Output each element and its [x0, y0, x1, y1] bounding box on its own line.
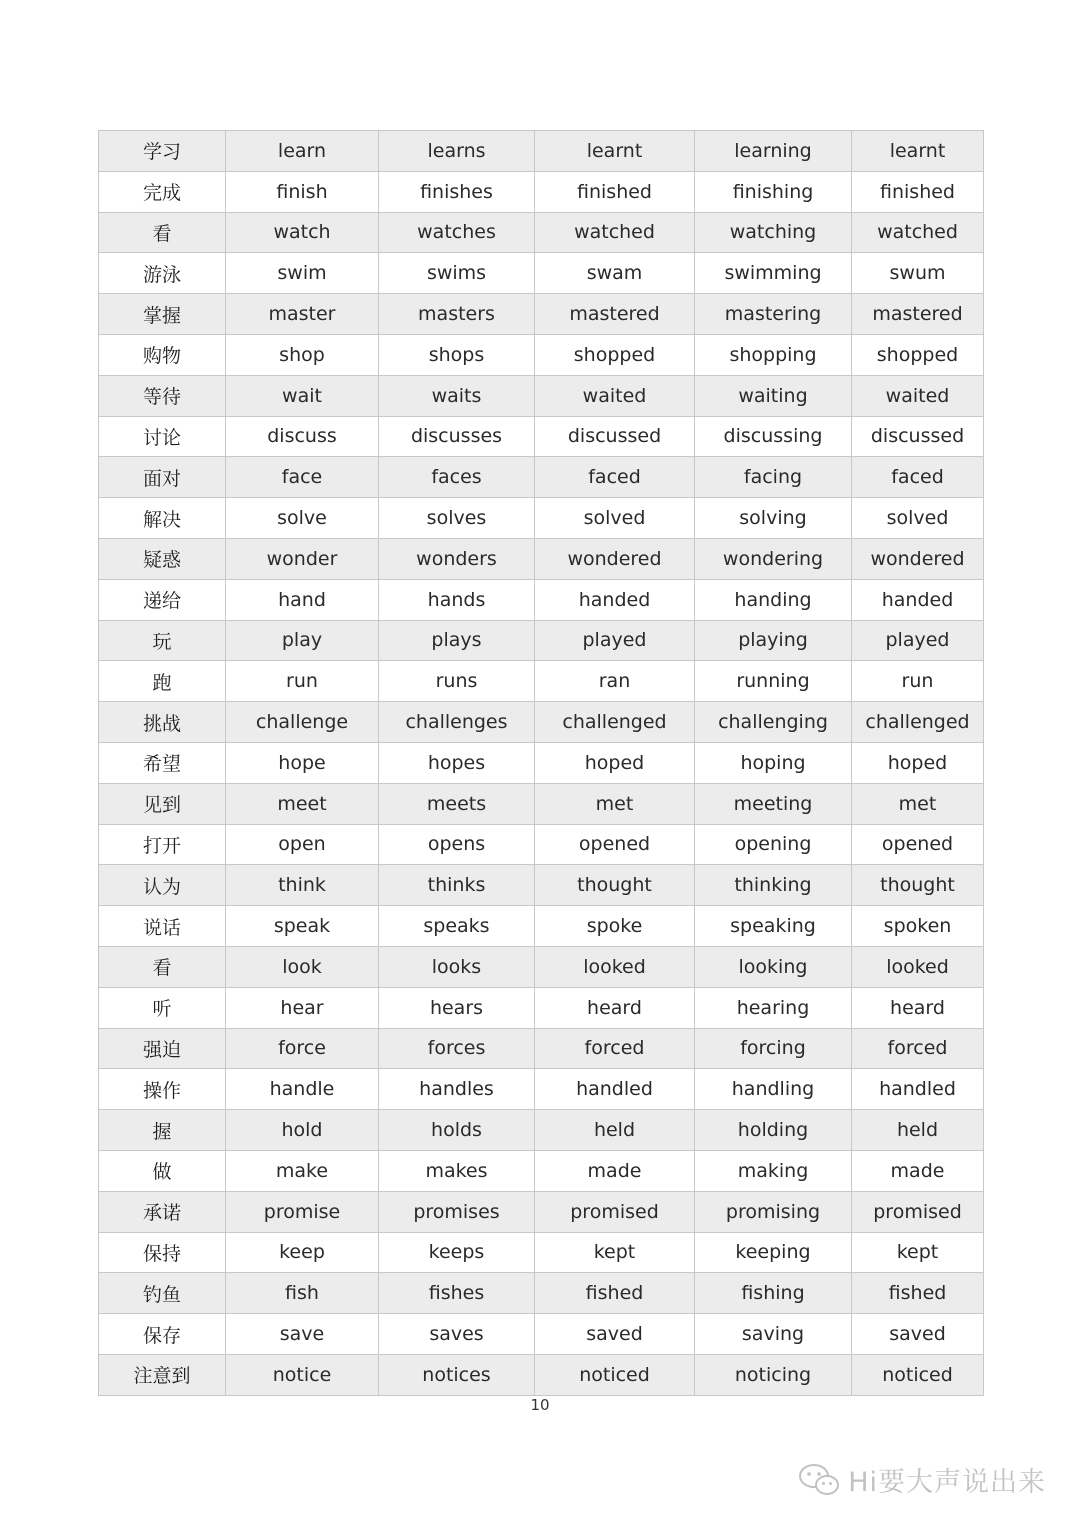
cell-base-form: run — [226, 661, 379, 702]
cell-past-tense: thought — [535, 865, 695, 906]
cell-past-tense: discussed — [535, 416, 695, 457]
cell-base-form: face — [226, 457, 379, 498]
watermark-text: Hi要大声说出来 — [848, 1467, 1046, 1498]
table-row — [99, 742, 984, 783]
cell-present-participle: facing — [695, 457, 852, 498]
cell-past-participle: made — [852, 1150, 984, 1191]
cell-third-person: forces — [379, 1028, 535, 1069]
cell-past-tense: played — [535, 620, 695, 661]
table-row — [99, 865, 984, 906]
cell-past-tense: forced — [535, 1028, 695, 1069]
cell-base-form: keep — [226, 1232, 379, 1273]
cell-third-person: makes — [379, 1150, 535, 1191]
cell-past-participle: hoped — [852, 742, 984, 783]
cell-base-form: challenge — [226, 702, 379, 743]
cell-chinese-meaning: 等待 — [99, 375, 226, 416]
cell-chinese-meaning: 玩 — [99, 620, 226, 661]
cell-chinese-meaning: 挑战 — [99, 702, 226, 743]
cell-chinese-meaning: 跑 — [99, 661, 226, 702]
cell-past-participle: challenged — [852, 702, 984, 743]
cell-past-tense: spoke — [535, 906, 695, 947]
table-row — [99, 334, 984, 375]
cell-past-tense: challenged — [535, 702, 695, 743]
cell-past-participle: swum — [852, 253, 984, 294]
cell-base-form: meet — [226, 783, 379, 824]
table-row — [99, 131, 984, 172]
cell-third-person: fishes — [379, 1273, 535, 1314]
cell-third-person: saves — [379, 1314, 535, 1355]
cell-base-form: hope — [226, 742, 379, 783]
cell-past-participle: wondered — [852, 538, 984, 579]
cell-past-tense: noticed — [535, 1354, 695, 1395]
table-row — [99, 783, 984, 824]
cell-base-form: watch — [226, 212, 379, 253]
cell-third-person: hands — [379, 579, 535, 620]
cell-base-form: force — [226, 1028, 379, 1069]
wechat-icon — [798, 1463, 840, 1497]
cell-past-tense: ran — [535, 661, 695, 702]
table-row — [99, 498, 984, 539]
cell-base-form: speak — [226, 906, 379, 947]
cell-past-participle: faced — [852, 457, 984, 498]
cell-present-participle: keeping — [695, 1232, 852, 1273]
cell-base-form: swim — [226, 253, 379, 294]
cell-past-participle: forced — [852, 1028, 984, 1069]
cell-chinese-meaning: 看 — [99, 212, 226, 253]
cell-present-participle: hearing — [695, 987, 852, 1028]
cell-past-tense: made — [535, 1150, 695, 1191]
cell-present-participle: hoping — [695, 742, 852, 783]
table-row — [99, 824, 984, 865]
cell-chinese-meaning: 希望 — [99, 742, 226, 783]
page-number: 10 — [530, 1396, 550, 1414]
cell-base-form: save — [226, 1314, 379, 1355]
cell-third-person: plays — [379, 620, 535, 661]
cell-chinese-meaning: 保存 — [99, 1314, 226, 1355]
cell-third-person: swims — [379, 253, 535, 294]
cell-past-participle: handled — [852, 1069, 984, 1110]
cell-present-participle: finishing — [695, 171, 852, 212]
cell-present-participle: discussing — [695, 416, 852, 457]
cell-past-tense: hoped — [535, 742, 695, 783]
cell-present-participle: thinking — [695, 865, 852, 906]
cell-past-tense: wondered — [535, 538, 695, 579]
cell-third-person: runs — [379, 661, 535, 702]
cell-chinese-meaning: 完成 — [99, 171, 226, 212]
cell-past-tense: handled — [535, 1069, 695, 1110]
cell-third-person: masters — [379, 294, 535, 335]
cell-base-form: shop — [226, 334, 379, 375]
cell-past-tense: swam — [535, 253, 695, 294]
cell-past-tense: kept — [535, 1232, 695, 1273]
cell-third-person: speaks — [379, 906, 535, 947]
cell-past-participle: spoken — [852, 906, 984, 947]
table-row — [99, 457, 984, 498]
cell-past-participle: heard — [852, 987, 984, 1028]
cell-third-person: learns — [379, 131, 535, 172]
cell-present-participle: speaking — [695, 906, 852, 947]
cell-past-tense: watched — [535, 212, 695, 253]
cell-past-participle: played — [852, 620, 984, 661]
cell-base-form: notice — [226, 1354, 379, 1395]
table-row — [99, 1232, 984, 1273]
cell-base-form: promise — [226, 1191, 379, 1232]
cell-chinese-meaning: 见到 — [99, 783, 226, 824]
cell-past-tense: met — [535, 783, 695, 824]
cell-present-participle: watching — [695, 212, 852, 253]
table-row — [99, 1273, 984, 1314]
cell-present-participle: shopping — [695, 334, 852, 375]
cell-base-form: solve — [226, 498, 379, 539]
cell-base-form: wait — [226, 375, 379, 416]
table-row — [99, 375, 984, 416]
table-row — [99, 1069, 984, 1110]
cell-past-tense: learnt — [535, 131, 695, 172]
cell-past-tense: mastered — [535, 294, 695, 335]
cell-third-person: meets — [379, 783, 535, 824]
cell-third-person: discusses — [379, 416, 535, 457]
cell-chinese-meaning: 认为 — [99, 865, 226, 906]
cell-past-participle: kept — [852, 1232, 984, 1273]
cell-past-tense: solved — [535, 498, 695, 539]
cell-base-form: open — [226, 824, 379, 865]
cell-chinese-meaning: 递给 — [99, 579, 226, 620]
cell-third-person: waits — [379, 375, 535, 416]
cell-chinese-meaning: 游泳 — [99, 253, 226, 294]
cell-past-tense: shopped — [535, 334, 695, 375]
cell-chinese-meaning: 承诺 — [99, 1191, 226, 1232]
cell-present-participle: wondering — [695, 538, 852, 579]
cell-base-form: play — [226, 620, 379, 661]
table-row — [99, 1150, 984, 1191]
cell-past-participle: learnt — [852, 131, 984, 172]
table-row — [99, 1314, 984, 1355]
cell-chinese-meaning: 强迫 — [99, 1028, 226, 1069]
table-row — [99, 212, 984, 253]
cell-present-participle: playing — [695, 620, 852, 661]
table-row — [99, 661, 984, 702]
cell-chinese-meaning: 握 — [99, 1110, 226, 1151]
cell-chinese-meaning: 看 — [99, 946, 226, 987]
watermark — [798, 1460, 1046, 1499]
cell-present-participle: promising — [695, 1191, 852, 1232]
cell-third-person: notices — [379, 1354, 535, 1395]
cell-base-form: hear — [226, 987, 379, 1028]
cell-third-person: challenges — [379, 702, 535, 743]
cell-past-tense: fished — [535, 1273, 695, 1314]
cell-past-tense: saved — [535, 1314, 695, 1355]
cell-base-form: wonder — [226, 538, 379, 579]
table-row — [99, 906, 984, 947]
cell-past-tense: handed — [535, 579, 695, 620]
cell-past-participle: handed — [852, 579, 984, 620]
cell-past-participle: thought — [852, 865, 984, 906]
cell-past-participle: run — [852, 661, 984, 702]
cell-present-participle: fishing — [695, 1273, 852, 1314]
cell-past-tense: heard — [535, 987, 695, 1028]
cell-chinese-meaning: 打开 — [99, 824, 226, 865]
cell-past-tense: finished — [535, 171, 695, 212]
table-row — [99, 171, 984, 212]
cell-past-tense: looked — [535, 946, 695, 987]
cell-present-participle: looking — [695, 946, 852, 987]
cell-present-participle: making — [695, 1150, 852, 1191]
cell-chinese-meaning: 做 — [99, 1150, 226, 1191]
cell-past-tense: waited — [535, 375, 695, 416]
table-row — [99, 1191, 984, 1232]
table-row — [99, 416, 984, 457]
table-row — [99, 1028, 984, 1069]
cell-past-tense: held — [535, 1110, 695, 1151]
cell-third-person: watches — [379, 212, 535, 253]
cell-past-participle: promised — [852, 1191, 984, 1232]
cell-present-participle: learning — [695, 131, 852, 172]
cell-past-participle: mastered — [852, 294, 984, 335]
cell-chinese-meaning: 保持 — [99, 1232, 226, 1273]
cell-past-participle: fished — [852, 1273, 984, 1314]
cell-base-form: hold — [226, 1110, 379, 1151]
cell-past-participle: noticed — [852, 1354, 984, 1395]
table-row — [99, 620, 984, 661]
table-row — [99, 987, 984, 1028]
cell-third-person: looks — [379, 946, 535, 987]
cell-third-person: keeps — [379, 1232, 535, 1273]
table-row — [99, 579, 984, 620]
cell-past-tense: opened — [535, 824, 695, 865]
cell-base-form: look — [226, 946, 379, 987]
cell-base-form: finish — [226, 171, 379, 212]
cell-base-form: handle — [226, 1069, 379, 1110]
table-row — [99, 702, 984, 743]
cell-chinese-meaning: 解决 — [99, 498, 226, 539]
cell-chinese-meaning: 掌握 — [99, 294, 226, 335]
cell-chinese-meaning: 钓鱼 — [99, 1273, 226, 1314]
table-row — [99, 253, 984, 294]
cell-chinese-meaning: 操作 — [99, 1069, 226, 1110]
cell-chinese-meaning: 学习 — [99, 131, 226, 172]
cell-past-participle: held — [852, 1110, 984, 1151]
cell-base-form: make — [226, 1150, 379, 1191]
cell-present-participle: opening — [695, 824, 852, 865]
table-row — [99, 294, 984, 335]
cell-base-form: master — [226, 294, 379, 335]
cell-third-person: finishes — [379, 171, 535, 212]
cell-past-tense: faced — [535, 457, 695, 498]
table-row — [99, 1110, 984, 1151]
table-row — [99, 538, 984, 579]
cell-base-form: discuss — [226, 416, 379, 457]
cell-past-participle: shopped — [852, 334, 984, 375]
cell-present-participle: running — [695, 661, 852, 702]
cell-present-participle: saving — [695, 1314, 852, 1355]
cell-third-person: opens — [379, 824, 535, 865]
cell-chinese-meaning: 听 — [99, 987, 226, 1028]
cell-present-participle: challenging — [695, 702, 852, 743]
cell-past-participle: opened — [852, 824, 984, 865]
cell-past-participle: waited — [852, 375, 984, 416]
cell-chinese-meaning: 讨论 — [99, 416, 226, 457]
cell-present-participle: handing — [695, 579, 852, 620]
cell-past-participle: saved — [852, 1314, 984, 1355]
cell-present-participle: meeting — [695, 783, 852, 824]
cell-present-participle: mastering — [695, 294, 852, 335]
cell-third-person: holds — [379, 1110, 535, 1151]
cell-third-person: hopes — [379, 742, 535, 783]
verb-table-body — [99, 131, 984, 1396]
cell-present-participle: swimming — [695, 253, 852, 294]
cell-third-person: faces — [379, 457, 535, 498]
cell-third-person: hears — [379, 987, 535, 1028]
cell-chinese-meaning: 说话 — [99, 906, 226, 947]
cell-past-participle: finished — [852, 171, 984, 212]
verb-forms-table — [98, 130, 984, 1396]
cell-present-participle: handling — [695, 1069, 852, 1110]
cell-past-tense: promised — [535, 1191, 695, 1232]
cell-base-form: think — [226, 865, 379, 906]
cell-past-participle: watched — [852, 212, 984, 253]
cell-third-person: solves — [379, 498, 535, 539]
cell-chinese-meaning: 购物 — [99, 334, 226, 375]
cell-past-participle: discussed — [852, 416, 984, 457]
cell-third-person: thinks — [379, 865, 535, 906]
cell-past-participle: looked — [852, 946, 984, 987]
cell-third-person: promises — [379, 1191, 535, 1232]
cell-base-form: hand — [226, 579, 379, 620]
cell-third-person: wonders — [379, 538, 535, 579]
cell-chinese-meaning: 面对 — [99, 457, 226, 498]
cell-chinese-meaning: 疑惑 — [99, 538, 226, 579]
cell-present-participle: waiting — [695, 375, 852, 416]
cell-past-participle: met — [852, 783, 984, 824]
cell-present-participle: noticing — [695, 1354, 852, 1395]
cell-past-participle: solved — [852, 498, 984, 539]
cell-third-person: shops — [379, 334, 535, 375]
cell-base-form: learn — [226, 131, 379, 172]
cell-present-participle: holding — [695, 1110, 852, 1151]
cell-chinese-meaning: 注意到 — [99, 1354, 226, 1395]
cell-present-participle: forcing — [695, 1028, 852, 1069]
table-row — [99, 1354, 984, 1395]
cell-base-form: fish — [226, 1273, 379, 1314]
cell-present-participle: solving — [695, 498, 852, 539]
cell-third-person: handles — [379, 1069, 535, 1110]
table-row — [99, 946, 984, 987]
